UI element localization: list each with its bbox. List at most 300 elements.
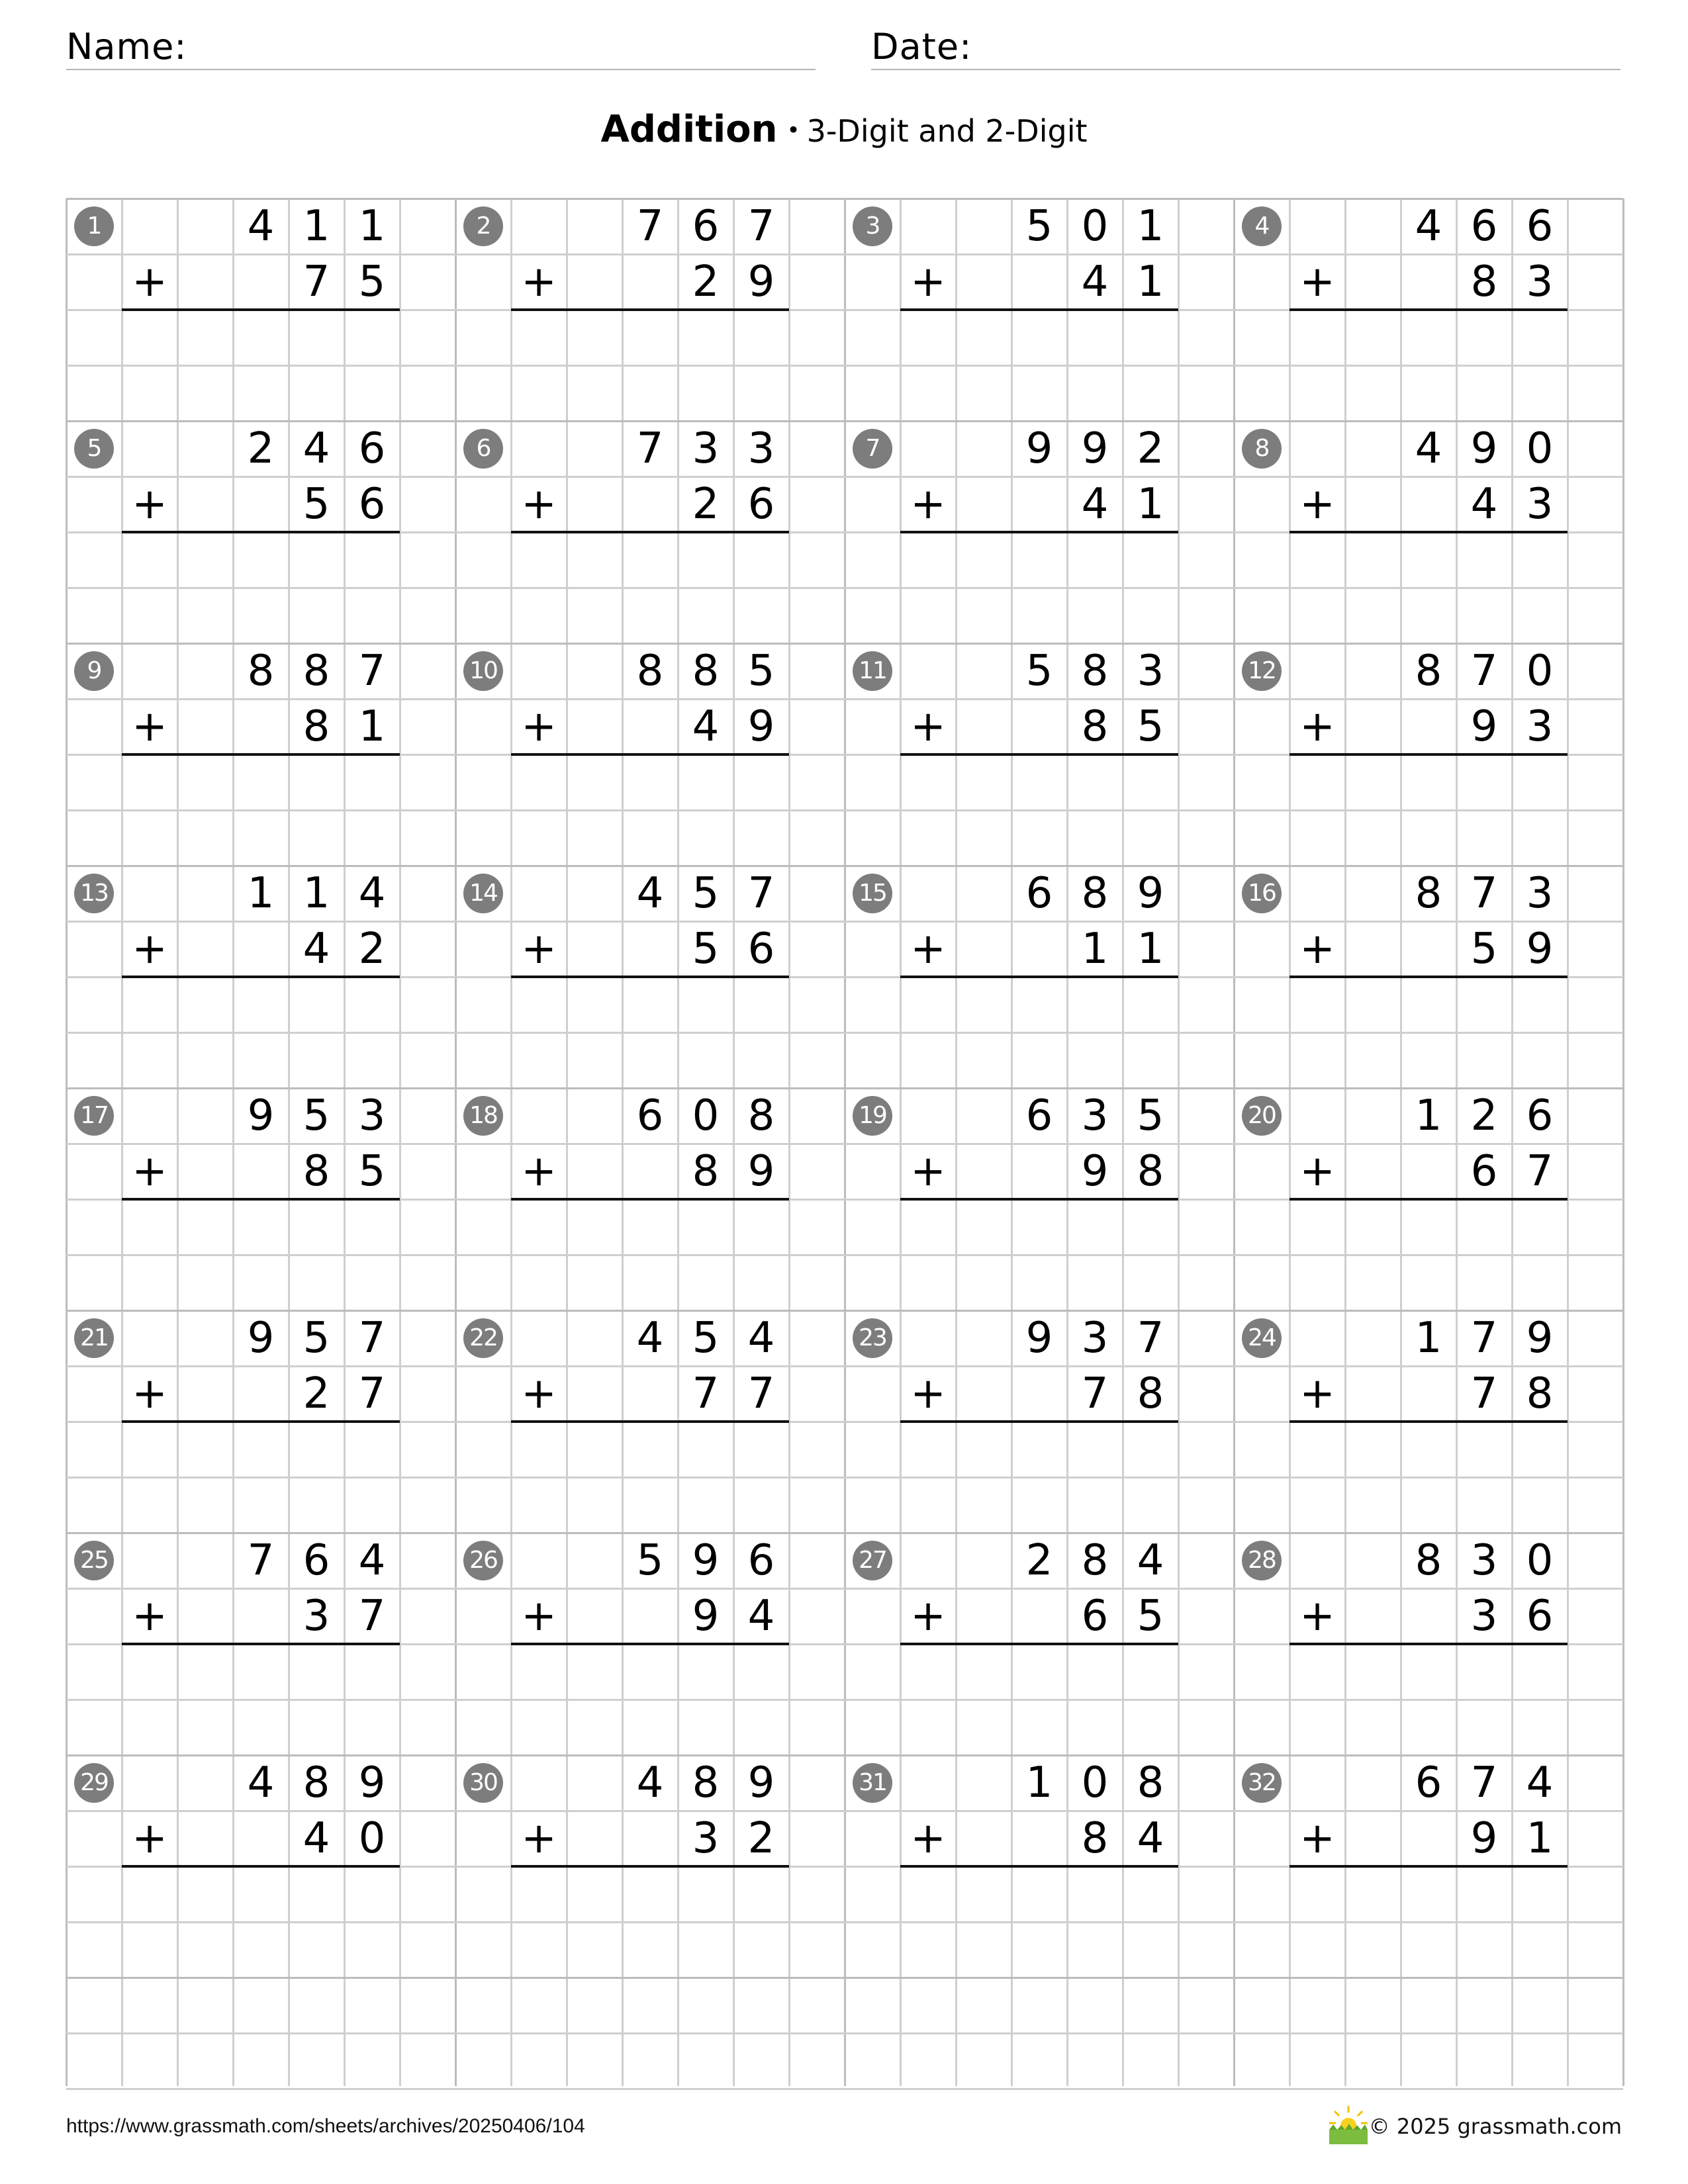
bottom-digit: 4 bbox=[303, 1814, 330, 1863]
problem-10 bbox=[455, 643, 845, 866]
problem-number-badge: 3 bbox=[853, 206, 892, 246]
plus-operator: + bbox=[132, 1147, 167, 1196]
bottom-digit: 6 bbox=[358, 480, 386, 529]
problem-27 bbox=[845, 1533, 1234, 1755]
top-digit: 9 bbox=[1137, 869, 1164, 918]
problem-number-badge: 7 bbox=[853, 429, 892, 469]
bottom-digit: 5 bbox=[358, 1147, 386, 1196]
answer-area[interactable] bbox=[1289, 1644, 1568, 1700]
top-digit: 2 bbox=[1025, 1536, 1053, 1585]
top-digit: 8 bbox=[747, 1091, 775, 1140]
bottom-digit: 4 bbox=[1081, 480, 1109, 529]
problem-23 bbox=[845, 1310, 1234, 1533]
top-digit: 4 bbox=[358, 869, 386, 918]
bottom-digit: 9 bbox=[1526, 925, 1554, 974]
bottom-digit: 4 bbox=[1137, 1814, 1164, 1863]
bottom-digit: 2 bbox=[358, 925, 386, 974]
top-digit: 7 bbox=[747, 869, 775, 918]
problem-number-badge: 27 bbox=[853, 1541, 892, 1580]
problem-25 bbox=[66, 1533, 455, 1755]
problem-number-badge: 15 bbox=[853, 874, 892, 913]
problem-number-badge: 13 bbox=[74, 874, 114, 913]
bottom-digit: 8 bbox=[1081, 1814, 1109, 1863]
answer-area[interactable] bbox=[122, 1422, 400, 1477]
problem-30 bbox=[455, 1755, 845, 1978]
problem-number-badge: 22 bbox=[463, 1318, 503, 1358]
name-label: Name: bbox=[66, 26, 187, 68]
problem-number-badge: 25 bbox=[74, 1541, 114, 1580]
answer-area[interactable] bbox=[122, 1199, 400, 1255]
worksheet-title bbox=[0, 103, 1688, 158]
problem-number-badge: 4 bbox=[1242, 206, 1282, 246]
bottom-digit: 4 bbox=[692, 702, 720, 751]
plus-operator: + bbox=[910, 257, 946, 306]
problem-11 bbox=[845, 643, 1234, 866]
top-digit: 4 bbox=[636, 1314, 664, 1363]
bottom-digit: 3 bbox=[692, 1814, 720, 1863]
answer-area[interactable] bbox=[511, 1866, 789, 1922]
plus-operator: + bbox=[132, 1369, 167, 1418]
top-digit: 8 bbox=[1081, 647, 1109, 696]
problem-12 bbox=[1234, 643, 1623, 866]
bottom-digit: 2 bbox=[303, 1369, 330, 1418]
problem-number-badge: 18 bbox=[463, 1096, 503, 1136]
top-digit: 2 bbox=[247, 424, 275, 473]
problem-number-badge: 24 bbox=[1242, 1318, 1282, 1358]
problem-number-badge: 19 bbox=[853, 1096, 892, 1136]
bottom-digit: 6 bbox=[1526, 1592, 1554, 1641]
title-main: Addition bbox=[600, 108, 778, 151]
top-digit: 7 bbox=[1137, 1314, 1164, 1363]
problem-7 bbox=[845, 421, 1234, 643]
problem-number-badge: 29 bbox=[74, 1763, 114, 1803]
plus-operator: + bbox=[910, 1814, 946, 1863]
problem-4 bbox=[1234, 199, 1623, 421]
answer-area[interactable] bbox=[122, 1644, 400, 1700]
top-digit: 9 bbox=[692, 1536, 720, 1585]
problem-number-badge: 28 bbox=[1242, 1541, 1282, 1580]
plus-operator: + bbox=[521, 1592, 557, 1641]
top-digit: 8 bbox=[1415, 647, 1442, 696]
top-digit: 8 bbox=[247, 647, 275, 696]
top-digit: 3 bbox=[692, 424, 720, 473]
bottom-digit: 3 bbox=[1526, 480, 1554, 529]
top-digit: 6 bbox=[358, 424, 386, 473]
answer-area[interactable] bbox=[511, 310, 789, 365]
top-digit: 8 bbox=[303, 1758, 330, 1807]
date-label: Date: bbox=[871, 26, 972, 68]
problem-number-badge: 10 bbox=[463, 651, 503, 691]
bottom-digit: 8 bbox=[692, 1147, 720, 1196]
problem-15 bbox=[845, 866, 1234, 1088]
problem-21 bbox=[66, 1310, 455, 1533]
top-digit: 4 bbox=[247, 202, 275, 251]
plus-operator: + bbox=[1299, 480, 1335, 529]
plus-operator: + bbox=[132, 257, 167, 306]
top-digit: 3 bbox=[1526, 869, 1554, 918]
top-digit: 5 bbox=[692, 1314, 720, 1363]
bottom-digit: 3 bbox=[1526, 257, 1554, 306]
answer-area[interactable] bbox=[900, 977, 1178, 1032]
top-digit: 9 bbox=[247, 1314, 275, 1363]
problem-number-badge: 20 bbox=[1242, 1096, 1282, 1136]
problem-number-badge: 11 bbox=[853, 651, 892, 691]
top-digit: 3 bbox=[358, 1091, 386, 1140]
problem-number-badge: 6 bbox=[463, 429, 503, 469]
top-digit: 9 bbox=[747, 1758, 775, 1807]
problem-6 bbox=[455, 421, 845, 643]
bottom-digit: 1 bbox=[358, 702, 386, 751]
top-digit: 7 bbox=[747, 202, 775, 251]
answer-area[interactable] bbox=[900, 532, 1178, 588]
problem-grid bbox=[66, 199, 1623, 2086]
bottom-digit: 7 bbox=[1081, 1369, 1109, 1418]
bottom-digit: 6 bbox=[1081, 1592, 1109, 1641]
bottom-digit: 5 bbox=[303, 480, 330, 529]
bottom-digit: 7 bbox=[1526, 1147, 1554, 1196]
grid-line-horizontal bbox=[66, 2088, 1623, 2090]
top-digit: 8 bbox=[1415, 869, 1442, 918]
bottom-digit: 8 bbox=[1081, 702, 1109, 751]
bottom-digit: 9 bbox=[1081, 1147, 1109, 1196]
bottom-digit: 7 bbox=[358, 1592, 386, 1641]
bottom-digit: 3 bbox=[1470, 1592, 1498, 1641]
plus-operator: + bbox=[910, 1369, 946, 1418]
bottom-digit: 8 bbox=[303, 702, 330, 751]
top-digit: 4 bbox=[1526, 1758, 1554, 1807]
top-digit: 9 bbox=[358, 1758, 386, 1807]
answer-area[interactable] bbox=[1289, 1199, 1568, 1255]
top-digit: 8 bbox=[692, 647, 720, 696]
top-digit: 0 bbox=[1526, 1536, 1554, 1585]
answer-area[interactable] bbox=[1289, 532, 1568, 588]
top-digit: 5 bbox=[1025, 202, 1053, 251]
plus-operator: + bbox=[521, 480, 557, 529]
problem-26 bbox=[455, 1533, 845, 1755]
bottom-digit: 1 bbox=[1137, 925, 1164, 974]
top-digit: 4 bbox=[747, 1314, 775, 1363]
plus-operator: + bbox=[132, 925, 167, 974]
top-digit: 7 bbox=[1470, 1314, 1498, 1363]
top-digit: 4 bbox=[1415, 202, 1442, 251]
problem-16 bbox=[1234, 866, 1623, 1088]
top-digit: 0 bbox=[1081, 202, 1109, 251]
plus-operator: + bbox=[1299, 257, 1335, 306]
top-digit: 6 bbox=[747, 1536, 775, 1585]
problem-number-badge: 14 bbox=[463, 874, 503, 913]
bottom-digit: 1 bbox=[1137, 257, 1164, 306]
top-digit: 7 bbox=[636, 202, 664, 251]
problem-9 bbox=[66, 643, 455, 866]
top-digit: 7 bbox=[636, 424, 664, 473]
top-digit: 1 bbox=[1415, 1314, 1442, 1363]
top-digit: 4 bbox=[636, 869, 664, 918]
plus-operator: + bbox=[132, 702, 167, 751]
top-digit: 5 bbox=[747, 647, 775, 696]
top-digit: 4 bbox=[1415, 424, 1442, 473]
top-digit: 6 bbox=[636, 1091, 664, 1140]
problem-32 bbox=[1234, 1755, 1623, 1978]
problem-17 bbox=[66, 1088, 455, 1310]
problem-22 bbox=[455, 1310, 845, 1533]
bottom-digit: 2 bbox=[747, 1814, 775, 1863]
bottom-digit: 0 bbox=[358, 1814, 386, 1863]
bottom-digit: 4 bbox=[1081, 257, 1109, 306]
plus-operator: + bbox=[910, 480, 946, 529]
bottom-digit: 9 bbox=[692, 1592, 720, 1641]
plus-operator: + bbox=[1299, 1814, 1335, 1863]
plus-operator: + bbox=[521, 257, 557, 306]
top-digit: 4 bbox=[636, 1758, 664, 1807]
top-digit: 6 bbox=[1025, 1091, 1053, 1140]
answer-area[interactable] bbox=[511, 977, 789, 1032]
top-digit: 9 bbox=[1526, 1314, 1554, 1363]
top-digit: 1 bbox=[1025, 1758, 1053, 1807]
top-digit: 7 bbox=[358, 647, 386, 696]
problem-2 bbox=[455, 199, 845, 421]
bottom-digit: 7 bbox=[692, 1369, 720, 1418]
problem-20 bbox=[1234, 1088, 1623, 1310]
answer-area[interactable] bbox=[511, 532, 789, 588]
answer-area[interactable] bbox=[900, 310, 1178, 365]
problem-number-badge: 26 bbox=[463, 1541, 503, 1580]
top-digit: 8 bbox=[692, 1758, 720, 1807]
top-digit: 6 bbox=[1526, 1091, 1554, 1140]
grassmath-sun-logo-icon bbox=[1327, 2103, 1370, 2147]
top-digit: 3 bbox=[1470, 1536, 1498, 1585]
top-digit: 0 bbox=[1081, 1758, 1109, 1807]
bottom-digit: 5 bbox=[692, 925, 720, 974]
top-digit: 8 bbox=[303, 647, 330, 696]
answer-area[interactable] bbox=[122, 754, 400, 810]
answer-area[interactable] bbox=[511, 1422, 789, 1477]
grid-line-horizontal bbox=[66, 2032, 1623, 2034]
plus-operator: + bbox=[910, 1592, 946, 1641]
bottom-digit: 3 bbox=[303, 1592, 330, 1641]
answer-area[interactable] bbox=[122, 977, 400, 1032]
top-digit: 8 bbox=[1137, 1758, 1164, 1807]
top-digit: 3 bbox=[747, 424, 775, 473]
plus-operator: + bbox=[910, 1147, 946, 1196]
bottom-digit: 9 bbox=[747, 257, 775, 306]
bottom-digit: 8 bbox=[1137, 1147, 1164, 1196]
bottom-digit: 6 bbox=[747, 480, 775, 529]
plus-operator: + bbox=[132, 480, 167, 529]
top-digit: 4 bbox=[1137, 1536, 1164, 1585]
bottom-digit: 5 bbox=[1470, 925, 1498, 974]
problem-14 bbox=[455, 866, 845, 1088]
plus-operator: + bbox=[910, 925, 946, 974]
bottom-digit: 4 bbox=[1470, 480, 1498, 529]
answer-area[interactable] bbox=[511, 1644, 789, 1700]
top-digit: 7 bbox=[358, 1314, 386, 1363]
top-digit: 3 bbox=[1081, 1314, 1109, 1363]
top-digit: 8 bbox=[1415, 1536, 1442, 1585]
top-digit: 1 bbox=[247, 869, 275, 918]
top-digit: 5 bbox=[1025, 647, 1053, 696]
bottom-digit: 9 bbox=[1470, 702, 1498, 751]
top-digit: 9 bbox=[1081, 424, 1109, 473]
top-digit: 6 bbox=[1470, 202, 1498, 251]
top-digit: 5 bbox=[303, 1314, 330, 1363]
top-digit: 6 bbox=[1415, 1758, 1442, 1807]
bottom-digit: 1 bbox=[1081, 925, 1109, 974]
top-digit: 0 bbox=[1526, 424, 1554, 473]
bottom-digit: 9 bbox=[747, 1147, 775, 1196]
problem-number-badge: 12 bbox=[1242, 651, 1282, 691]
plus-operator: + bbox=[1299, 1147, 1335, 1196]
answer-area[interactable] bbox=[900, 1422, 1178, 1477]
problem-number-badge: 8 bbox=[1242, 429, 1282, 469]
top-digit: 3 bbox=[1137, 647, 1164, 696]
plus-operator: + bbox=[1299, 925, 1335, 974]
answer-area[interactable] bbox=[511, 1199, 789, 1255]
bottom-digit: 4 bbox=[747, 1592, 775, 1641]
plus-operator: + bbox=[1299, 1592, 1335, 1641]
plus-operator: + bbox=[1299, 1369, 1335, 1418]
bottom-digit: 3 bbox=[1526, 702, 1554, 751]
plus-operator: + bbox=[521, 1147, 557, 1196]
problem-28 bbox=[1234, 1533, 1623, 1755]
answer-area[interactable] bbox=[1289, 310, 1568, 365]
problem-number-badge: 2 bbox=[463, 206, 503, 246]
answer-area[interactable] bbox=[1289, 977, 1568, 1032]
footer-url[interactable]: https://www.grassmath.com/sheets/archives/20250406/104 bbox=[66, 2115, 585, 2137]
problem-24 bbox=[1234, 1310, 1623, 1533]
answer-area[interactable] bbox=[900, 1199, 1178, 1255]
top-digit: 8 bbox=[636, 647, 664, 696]
top-digit: 4 bbox=[303, 424, 330, 473]
top-digit: 4 bbox=[247, 1758, 275, 1807]
problem-13 bbox=[66, 866, 455, 1088]
answer-area[interactable] bbox=[1289, 1422, 1568, 1477]
name-field[interactable] bbox=[66, 23, 816, 70]
problem-number-badge: 9 bbox=[74, 651, 114, 691]
plus-operator: + bbox=[910, 702, 946, 751]
top-digit: 7 bbox=[1470, 1758, 1498, 1807]
plus-operator: + bbox=[521, 925, 557, 974]
top-digit: 1 bbox=[1137, 202, 1164, 251]
plus-operator: + bbox=[521, 702, 557, 751]
bottom-digit: 5 bbox=[1137, 1592, 1164, 1641]
bottom-digit: 2 bbox=[692, 257, 720, 306]
top-digit: 5 bbox=[692, 869, 720, 918]
top-digit: 7 bbox=[1470, 869, 1498, 918]
top-digit: 5 bbox=[303, 1091, 330, 1140]
bottom-digit: 8 bbox=[1470, 257, 1498, 306]
top-digit: 4 bbox=[358, 1536, 386, 1585]
top-digit: 9 bbox=[247, 1091, 275, 1140]
problem-number-badge: 21 bbox=[74, 1318, 114, 1358]
problem-8 bbox=[1234, 421, 1623, 643]
top-digit: 1 bbox=[303, 202, 330, 251]
plus-operator: + bbox=[1299, 702, 1335, 751]
top-digit: 7 bbox=[1470, 647, 1498, 696]
problem-number-badge: 23 bbox=[853, 1318, 892, 1358]
top-digit: 9 bbox=[1025, 1314, 1053, 1363]
top-digit: 6 bbox=[303, 1536, 330, 1585]
bottom-digit: 8 bbox=[303, 1147, 330, 1196]
problem-3 bbox=[845, 199, 1234, 421]
plus-operator: + bbox=[521, 1369, 557, 1418]
top-digit: 1 bbox=[1415, 1091, 1442, 1140]
bottom-digit: 8 bbox=[1137, 1369, 1164, 1418]
bottom-digit: 7 bbox=[358, 1369, 386, 1418]
top-digit: 3 bbox=[1081, 1091, 1109, 1140]
top-digit: 9 bbox=[1470, 424, 1498, 473]
top-digit: 2 bbox=[1470, 1091, 1498, 1140]
plus-operator: + bbox=[521, 1814, 557, 1863]
bottom-digit: 7 bbox=[303, 257, 330, 306]
problem-5 bbox=[66, 421, 455, 643]
bottom-digit: 2 bbox=[692, 480, 720, 529]
answer-area[interactable] bbox=[122, 532, 400, 588]
problem-18 bbox=[455, 1088, 845, 1310]
bottom-digit: 1 bbox=[1526, 1814, 1554, 1863]
top-digit: 1 bbox=[358, 202, 386, 251]
plus-operator: + bbox=[132, 1814, 167, 1863]
top-digit: 6 bbox=[1025, 869, 1053, 918]
top-digit: 6 bbox=[692, 202, 720, 251]
bottom-digit: 6 bbox=[747, 925, 775, 974]
problem-1 bbox=[66, 199, 455, 421]
bottom-digit: 9 bbox=[1470, 1814, 1498, 1863]
answer-area[interactable] bbox=[900, 1644, 1178, 1700]
answer-area[interactable] bbox=[1289, 1866, 1568, 1922]
top-digit: 2 bbox=[1137, 424, 1164, 473]
problem-19 bbox=[845, 1088, 1234, 1310]
answer-area[interactable] bbox=[511, 754, 789, 810]
top-digit: 6 bbox=[1526, 202, 1554, 251]
bottom-digit: 5 bbox=[358, 257, 386, 306]
answer-area[interactable] bbox=[122, 310, 400, 365]
date-field[interactable] bbox=[871, 23, 1620, 70]
bottom-digit: 7 bbox=[1470, 1369, 1498, 1418]
bottom-digit: 1 bbox=[1137, 480, 1164, 529]
top-digit: 0 bbox=[1526, 647, 1554, 696]
answer-area[interactable] bbox=[900, 754, 1178, 810]
bottom-digit: 9 bbox=[747, 702, 775, 751]
problem-number-badge: 1 bbox=[74, 206, 114, 246]
problem-number-badge: 31 bbox=[853, 1763, 892, 1803]
top-digit: 8 bbox=[1081, 869, 1109, 918]
answer-area[interactable] bbox=[900, 1866, 1178, 1922]
problem-number-badge: 17 bbox=[74, 1096, 114, 1136]
bottom-digit: 5 bbox=[1137, 702, 1164, 751]
top-digit: 1 bbox=[303, 869, 330, 918]
answer-area[interactable] bbox=[122, 1866, 400, 1922]
problem-number-badge: 5 bbox=[74, 429, 114, 469]
bottom-digit: 6 bbox=[1470, 1147, 1498, 1196]
bottom-digit: 7 bbox=[747, 1369, 775, 1418]
problem-number-badge: 16 bbox=[1242, 874, 1282, 913]
footer-copyright: © 2025 grassmath.com bbox=[1368, 2114, 1622, 2139]
bottom-digit: 4 bbox=[303, 925, 330, 974]
plus-operator: + bbox=[132, 1592, 167, 1641]
title-subtitle: 3-Digit and 2-Digit bbox=[806, 113, 1088, 149]
problem-31 bbox=[845, 1755, 1234, 1978]
problem-29 bbox=[66, 1755, 455, 1978]
answer-area[interactable] bbox=[1289, 754, 1568, 810]
top-digit: 5 bbox=[1137, 1091, 1164, 1140]
top-digit: 8 bbox=[1081, 1536, 1109, 1585]
top-digit: 7 bbox=[247, 1536, 275, 1585]
problem-number-badge: 32 bbox=[1242, 1763, 1282, 1803]
problem-number-badge: 30 bbox=[463, 1763, 503, 1803]
title-separator: • bbox=[786, 117, 800, 144]
top-digit: 0 bbox=[692, 1091, 720, 1140]
top-digit: 5 bbox=[636, 1536, 664, 1585]
